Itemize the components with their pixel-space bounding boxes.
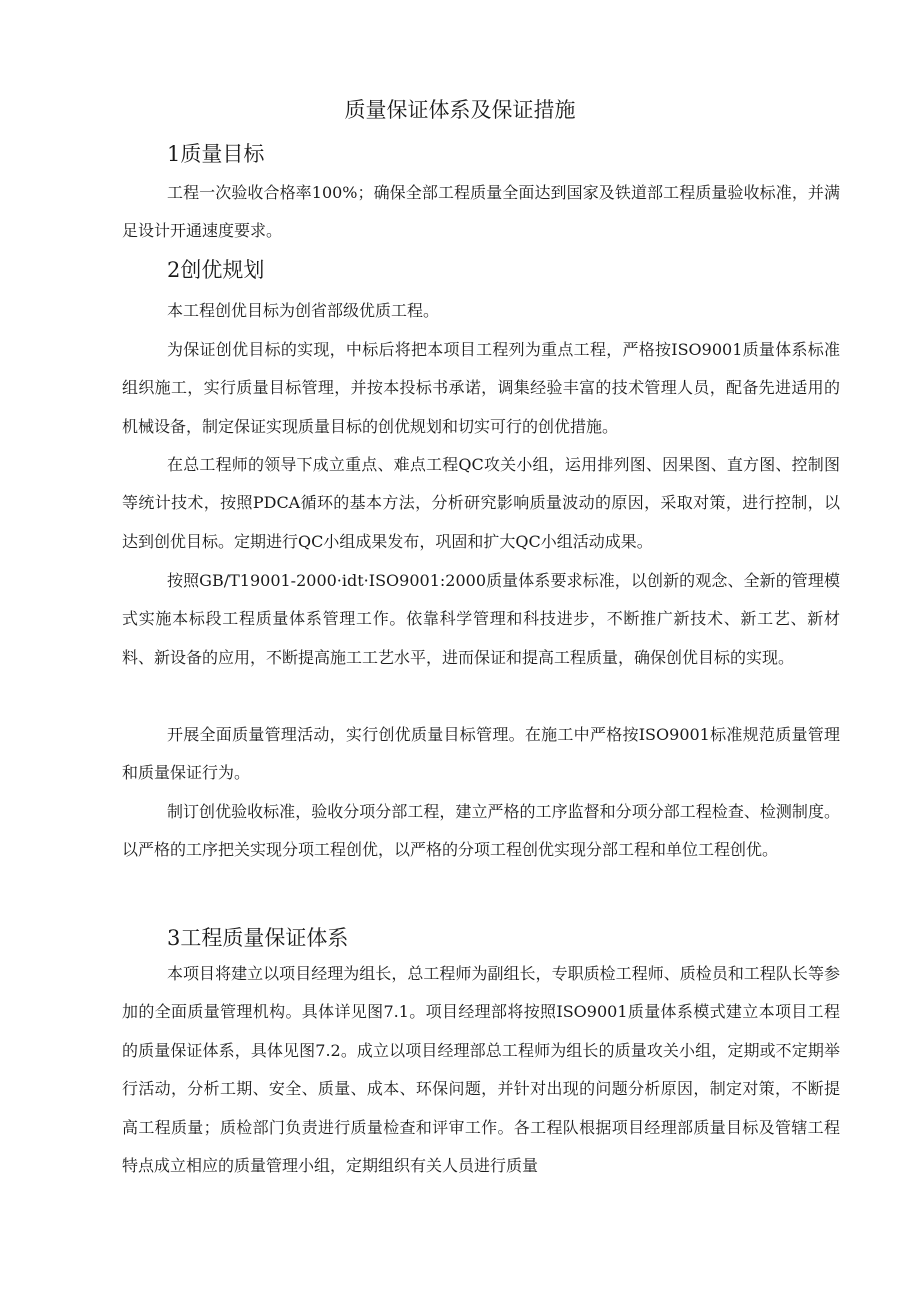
paragraph: 工程一次验收合格率100%；确保全部工程质量全面达到国家及铁道部工程质量验收标准，并满足设计开通速度要求。 <box>122 183 840 241</box>
paragraph: 本工程创优目标为创省部级优质工程。 <box>167 301 440 320</box>
section-heading-quality-goal: 1质量目标 <box>167 142 265 166</box>
paragraph: 按照GB/T19001-2000·idt·ISO9001:2000质量体系要求标准，以创新的观念、全新的管理模式实施本标段工程质量体系管理工作。依靠科学管理和科技进步，不断推广新技术、新工艺、新材料、新设备的应用，不断提高施工工艺水平，进而保证和提高工程质量，确保创优目标的实现。 <box>122 571 840 667</box>
paragraph: 开展全面质量管理活动，实行创优质量目标管理。在施工中严格按ISO9001标准规范质量管理和质量保证行为。 <box>122 725 840 783</box>
section-heading-quality-assurance-system: 3工程质量保证体系 <box>167 926 349 950</box>
paragraph: 在总工程师的领导下成立重点、难点工程QC攻关小组，运用排列图、因果图、直方图、控制图等统计技术，按照PDCA循环的基本方法，分析研究影响质量波动的原因，采取对策，进行控制，以达到创优目标。定期进行QC小组成果发布，巩固和扩大QC小组活动成果。 <box>122 455 840 551</box>
paragraph: 为保证创优目标的实现，中标后将把本项目工程列为重点工程，严格按ISO9001质量体系标准组织施工，实行质量目标管理，并按本投标书承诺，调集经验丰富的技术管理人员，配备先进适用的机械设备，制定保证实现质量目标的创优规划和切实可行的创优措施。 <box>122 340 840 436</box>
section-heading-excellence-plan: 2创优规划 <box>167 258 265 282</box>
paragraph: 本项目将建立以项目经理为组长，总工程师为副组长，专职质检工程师、质检员和工程队长等参加的全面质量管理机构。具体详见图7.1。项目经理部将按照ISO9001质量体系模式建立本项目工程的质量保证体系，具体见图7.2。成立以项目经理部总工程师为组长的质量攻关小组，定期或不定期举行活动，分析工期、安全、质量、成本、环保问题，并针对出现的问题分析原因，制定对策，不断提高工程质量；质检部门负责进行质量检查和评审工作。各工程队根据项目经理部质量目标及管辖工程特点成立相应的质量管理小组，定期组织有关人员进行质量 <box>122 964 840 1176</box>
document-title: 质量保证体系及保证措施 <box>344 98 576 122</box>
paragraph: 制订创优验收标准，验收分项分部工程，建立严格的工序监督和分项分部工程检查、检测制度。以严格的工序把关实现分项工程创优，以严格的分项工程创优实现分部工程和单位工程创优。 <box>122 802 840 860</box>
